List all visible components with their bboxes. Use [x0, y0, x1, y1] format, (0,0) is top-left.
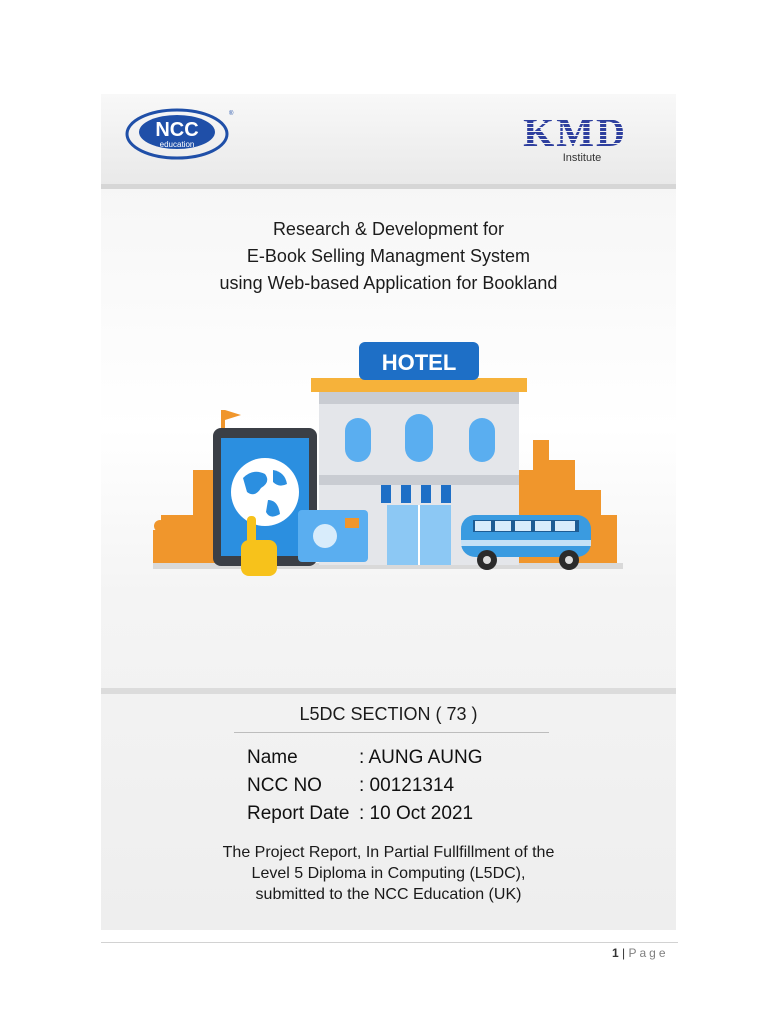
hotel-travel-illustration: [123, 320, 653, 610]
section-divider: [101, 688, 676, 694]
kmd-logo-text: KMD: [515, 112, 635, 154]
info-label: Report Date: [247, 803, 350, 824]
page-number: 1: [612, 946, 619, 960]
title-line: using Web-based Application for Bookland: [219, 273, 558, 293]
description-line: Level 5 Diploma in Computing (L5DC),: [251, 865, 526, 882]
passport-card-icon: [298, 510, 368, 562]
ncc-education-logo: [125, 106, 235, 162]
kmd-institute-logo: [515, 112, 635, 168]
info-value: : 10 Oct 2021: [359, 803, 474, 824]
logo-header: [101, 94, 676, 189]
title-line: Research & Development for: [272, 219, 505, 239]
page-footer: [612, 946, 669, 960]
info-row-ncc-no: [247, 772, 483, 800]
section-rule: [234, 732, 549, 733]
info-row-report-date: [247, 800, 483, 828]
info-row-name: [247, 744, 483, 772]
section-heading: L5DC SECTION ( 73 ): [299, 704, 478, 724]
report-description: [101, 842, 676, 905]
page-word: Page: [628, 946, 669, 960]
info-label: Name: [247, 747, 298, 768]
hotel-sign-text: HOTEL: [381, 350, 457, 375]
ncc-reg-mark: ®: [229, 111, 234, 117]
info-value: : AUNG AUNG: [359, 747, 483, 768]
report-title: [101, 216, 676, 297]
kmd-logo-sub: Institute: [562, 152, 602, 164]
title-line: E-Book Selling Managment System: [246, 246, 531, 266]
description-line: The Project Report, In Partial Fullfillment of the: [222, 844, 555, 861]
student-info: [247, 744, 483, 828]
cover-page: [101, 94, 676, 930]
footer-rule: [101, 942, 678, 943]
ncc-logo-text: NCC: [155, 119, 199, 141]
page-separator: |: [618, 946, 629, 960]
description-line: submitted to the NCC Education (UK): [255, 886, 522, 903]
info-value: : 00121314: [359, 775, 455, 796]
ncc-logo-sub: education: [159, 140, 195, 149]
info-label: NCC NO: [247, 775, 322, 796]
